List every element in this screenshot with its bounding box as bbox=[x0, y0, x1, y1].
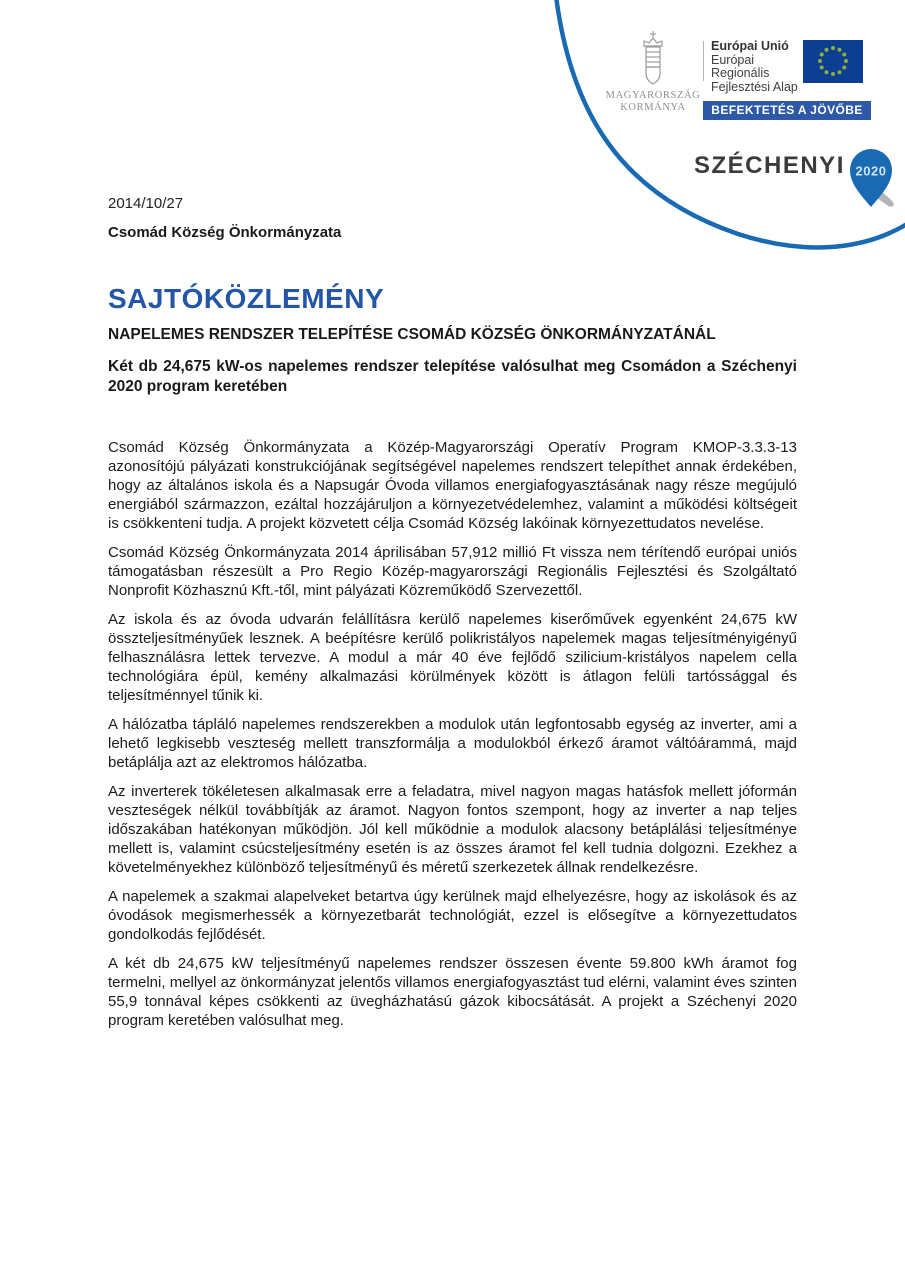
body-paragraph-2: Csomád Község Önkormányzata 2014 áprilisában 57,912 millió Ft vissza nem térítendő európai uniós támogatásban részesült a Pro Regio Közép-magyarországi Regionális Fejlesztési és Szolgáltató Nonprofit Közhasznú Kft.-től, mint pályázati Közreműködő Szervezettől. bbox=[108, 544, 797, 599]
eu-funding-block bbox=[703, 40, 871, 120]
body-paragraph-3: Az iskola és az óvoda udvarán felállításra kerülő napelemes kiserőművek egyenként 24,675 kW összteljesítményűek lesznek. A beépítésre kerülő polikristályos napelemek magas teljesítményigényű felhasználásra lettek tervezve. A modul a már 40 éve fejlődő szilicium-kristályos napelem cella technológiára épül, kemény alkalmazási körülmények között is átlagon felüli tartóssággal és teljesítménnyel tűnik ki. bbox=[108, 611, 797, 704]
release-date: 2014/10/27 bbox=[108, 195, 184, 212]
eu-flag-icon bbox=[803, 40, 863, 83]
hungarian-coat-of-arms-icon bbox=[639, 30, 667, 86]
eu-fund-line3: Fejlesztési Alap bbox=[711, 79, 798, 94]
body-paragraph-4: A hálózatba tápláló napelemes rendszerekben a modulok után legfontosabb egység az inverter, ami a lehető legkisebb veszteség mellett transzformálja a modulokból érkező áramot váltóárammá, majd betáplálja azt az elektromos hálózatba. bbox=[108, 716, 797, 771]
body-paragraph-7: A két db 24,675 kW teljesítményű napelemes rendszer összesen évente 59.800 kWh áramot fog termelni, mellyel az önkormányzat jelentős villamos energiafogyasztást tud elérni, valamint éves szinten 55,9 tonnával képes csökkenti az üvegházhatású gázok kibocsátását. A projekt a Széchenyi 2020 program keretében valósulhat meg. bbox=[108, 955, 797, 1029]
szechenyi-wordmark: SZÉCHENYI bbox=[694, 152, 845, 179]
body-paragraph-6: A napelemek a szakmai alapelveket betartva úgy kerülnek majd elhelyezésre, hogy az iskolások és az óvodások megismerhessék a környezetbarát technológiát, ezzel is elősegítve a környezettudatos gondolkodás fejlődését. bbox=[108, 888, 797, 943]
government-name-line1: MAGYARORSZÁG bbox=[605, 90, 701, 101]
body-paragraph-5: Az inverterek tökéletesen alkalmasak erre a feladatra, mivel nagyon magas hatásfok mellett jóformán veszteségek nélkül továbbítják az áramot. Nagyon fontos szempont, hogy az inverter a nap teljes időszakában hatékonyan működjön. Jól kell működnie a modulok alacsony betáplálási teljesítménye mellett is, valamint csúcsteljesítmény esetén is az összes áramot fel kell tudnia dolgozni. Ezekhez a követelményekhez különböző teljesítményű és méretű szerkezetek állnak rendelkezésre. bbox=[108, 783, 797, 876]
szechenyi-pin-icon bbox=[848, 148, 898, 208]
eu-fund-line1: Európai Unió bbox=[711, 39, 789, 53]
body-paragraph-1: Csomád Község Önkormányzata a Közép-Magyarországi Operatív Program KMOP-3.3.3-13 azonosítójú pályázati konstrukciójának segítségével napelemes rendszert telepíthet annak érdekében, hogy az általános iskola és a Napsugár Óvoda villamos energiafogyasztásának nagy része megújuló energiából származzon, ezáltal hozzájáruljon a környezetvédelemhez, valamint a működési költségeit is csökkenteni tudja. A projekt közvetett célja Csomád Község lakóinak környezettudatos nevelése. bbox=[108, 439, 797, 532]
organization-name: Csomád Község Önkormányzata bbox=[108, 224, 342, 241]
eu-fund-label bbox=[704, 40, 803, 94]
press-release-headline: NAPELEMES RENDSZER TELEPÍTÉSE CSOMÁD KÖZSÉG ÖNKORMÁNYZATÁNÁL bbox=[108, 326, 716, 343]
eu-fund-line2: Európai Regionális bbox=[711, 52, 770, 80]
investment-banner: BEFEKTETÉS A JÖVŐBE bbox=[703, 101, 871, 120]
szechenyi-pin-year: 2020 bbox=[855, 163, 887, 179]
document-body bbox=[108, 196, 797, 1040]
government-logo bbox=[601, 30, 705, 114]
government-name-line2: KORMÁNYA bbox=[620, 102, 686, 113]
press-release-title: SAJTÓKÖZLEMÉNY bbox=[108, 283, 385, 314]
press-release-lead: Két db 24,675 kW-os napelemes rendszer telepítése valósulhat meg Csomádon a Széchenyi 2020 program keretében bbox=[108, 358, 797, 395]
